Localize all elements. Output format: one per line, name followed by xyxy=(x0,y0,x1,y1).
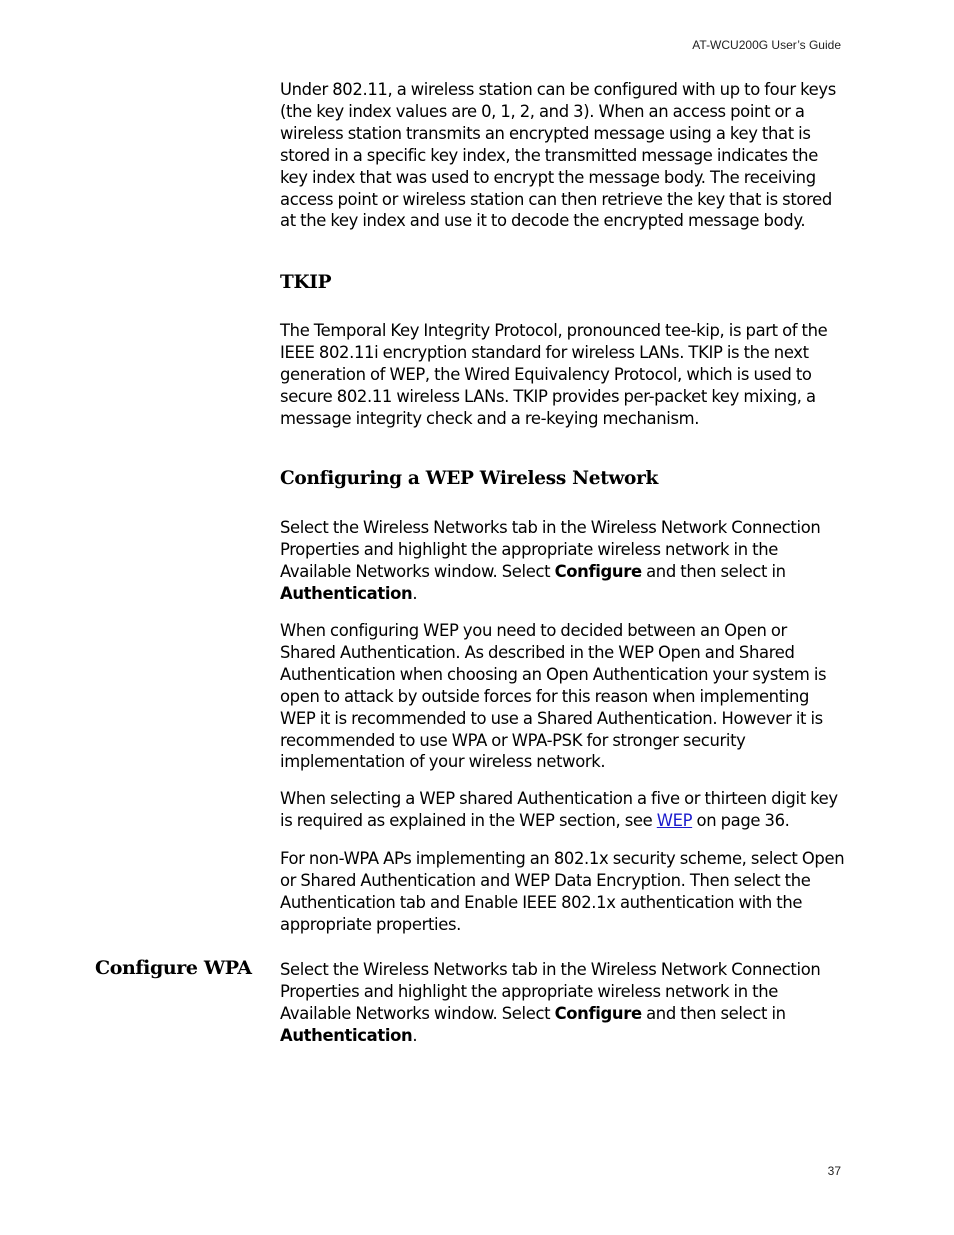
wep-paragraph-1 xyxy=(280,517,845,605)
wep-p2-text: When configuring WEP you need to decided between an Open or Shared Authentication. As described in the WEP Open and Shared Authentication when choosing an Open Authentication your system is open to attack by outside forces for this reason when implementing WEP it is recommended to use a Shared Authentication. However it is recommended to use WPA or WPA-PSK for stronger security implementation of your wireless network. xyxy=(280,621,827,772)
wep-p1-authentication: Authentication xyxy=(280,583,413,603)
wpa-p1-text: Select the Wireless Networks tab in the Wireless Network Connection Properties and highlight the appropriate wireless network in the Available Networks window. Select xyxy=(280,960,821,1023)
wep-p3-text-2: on page 36. xyxy=(692,810,790,830)
tkip-paragraph: The Temporal Key Integrity Protocol, pronounced tee-kip, is part of the IEEE 802.11i encryption standard for wireless LANs. TKIP is the next generation of WEP, the Wired Equivalency Protocol, which is used to secure 802.11 wireless LANs. TKIP provides per-packet key mixing, a message integrity check and a re-keying mechanism. xyxy=(280,321,828,428)
wep-p1-text: Select the Wireless Networks tab in the Wireless Network Connection Properties and highlight the appropriate wireless network in the Available Networks window. Select xyxy=(280,518,821,581)
wep-p3-text: When selecting a WEP shared Authentication a five or thirteen digit key is required as explained in the WEP section, see xyxy=(280,789,838,830)
page-number: 37 xyxy=(827,1164,841,1178)
tkip-heading: TKIP xyxy=(280,272,332,293)
running-header: AT-WCU200G User’s Guide xyxy=(692,38,841,52)
wep-section-heading: Configuring a WEP Wireless Network xyxy=(280,468,659,489)
intro-paragraph: Under 802.11, a wireless station can be configured with up to four keys (the key index values are 0, 1, 2, and 3). When an access point or a wireless station transmits an encrypted message using a key that is stored in a specific key index, the transmitted message indicates the key index that was used to encrypt the message body. The receiving access point or wireless station can then retrieve the key that is stored at the key index and use it to decode the encrypted message body. xyxy=(280,80,836,231)
wep-paragraph-4 xyxy=(280,848,845,936)
wpa-p1-text-2: and then select in xyxy=(641,1003,786,1023)
wep-paragraph-2 xyxy=(280,620,845,773)
wpa-p1-authentication: Authentication xyxy=(280,1025,413,1045)
wep-link[interactable]: WEP xyxy=(656,810,693,830)
wep-paragraph-3 xyxy=(280,788,845,832)
intro-section xyxy=(280,79,845,232)
wpa-p1-period: . xyxy=(412,1025,418,1045)
wep-p1-text-2: and then select in xyxy=(641,561,786,581)
wpa-p1-configure: Configure xyxy=(554,1003,642,1023)
wpa-paragraph-1 xyxy=(280,959,845,1047)
wep-p1-period: . xyxy=(412,583,418,603)
wep-p4-text: For non-WPA APs implementing an 802.1x security scheme, select Open or Shared Authentication and WEP Data Encryption. Then select the Authentication tab and Enable IEEE 802.1x authentication with the appropriate properties. xyxy=(280,849,845,934)
tkip-section xyxy=(280,320,845,430)
wep-p1-configure: Configure xyxy=(554,561,642,581)
configure-wpa-heading: Configure WPA xyxy=(95,957,252,979)
